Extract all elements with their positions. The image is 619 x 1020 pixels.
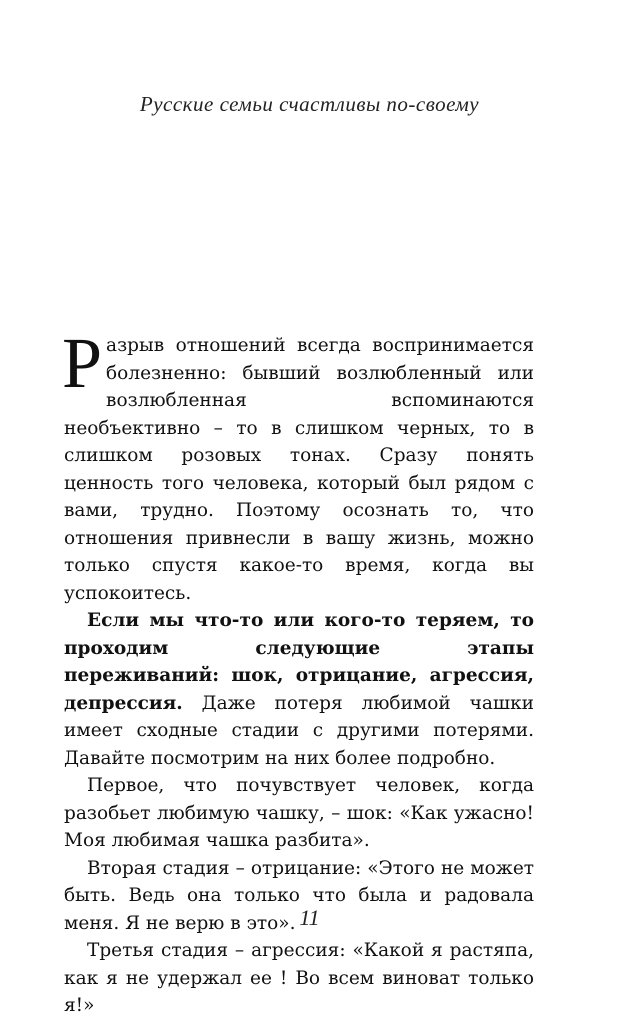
paragraph-3: Первое, что почувствует человек, когда разобьет любимую чашку, – шок: «Как ужасно! Моя любимая чашка разбита». (64, 775, 534, 851)
paragraph-1 (62, 323, 534, 607)
paragraph-2-bold: Если мы что-то или кого-то теряем, то проходим следующие этапы переживаний: шок, отрицание, агрессия, депрессия. (64, 610, 534, 714)
paragraph-2-text: Даже потеря любимой чашки имеет сходные стадии с другими потерями. Давайте посмотрим на них более подробно. (64, 692, 534, 769)
paragraph-5: Третья стадия – агрессия: «Какой я растяпа, как я не удержал ее ! Во всем виноват только я!» (64, 940, 534, 1016)
running-head: Русские семьи счастливы по-своему (139, 92, 480, 116)
paragraph-4: Вторая стадия – отрицание: «Этого не может быть. Ведь она только что была и радовала меня. Я не верю в это». (64, 857, 534, 934)
drop-cap: Р (62, 323, 103, 403)
paragraph-1-text: азрыв отношений всегда воспринимается болезненно: бывший возлюбленный или возлюбленная вспоминаются необъективно – то в слишком черных, то в слишком розовых тонах. Сразу понять ценность того человека, который был рядом с вами, трудно. Поэтому осознать то, что отношения привнесли в вашу жизнь, можно только спустя какое-то время, когда вы успокоитесь. (64, 335, 534, 604)
paragraph-2 (64, 607, 534, 772)
page-number: 11 (299, 905, 320, 930)
